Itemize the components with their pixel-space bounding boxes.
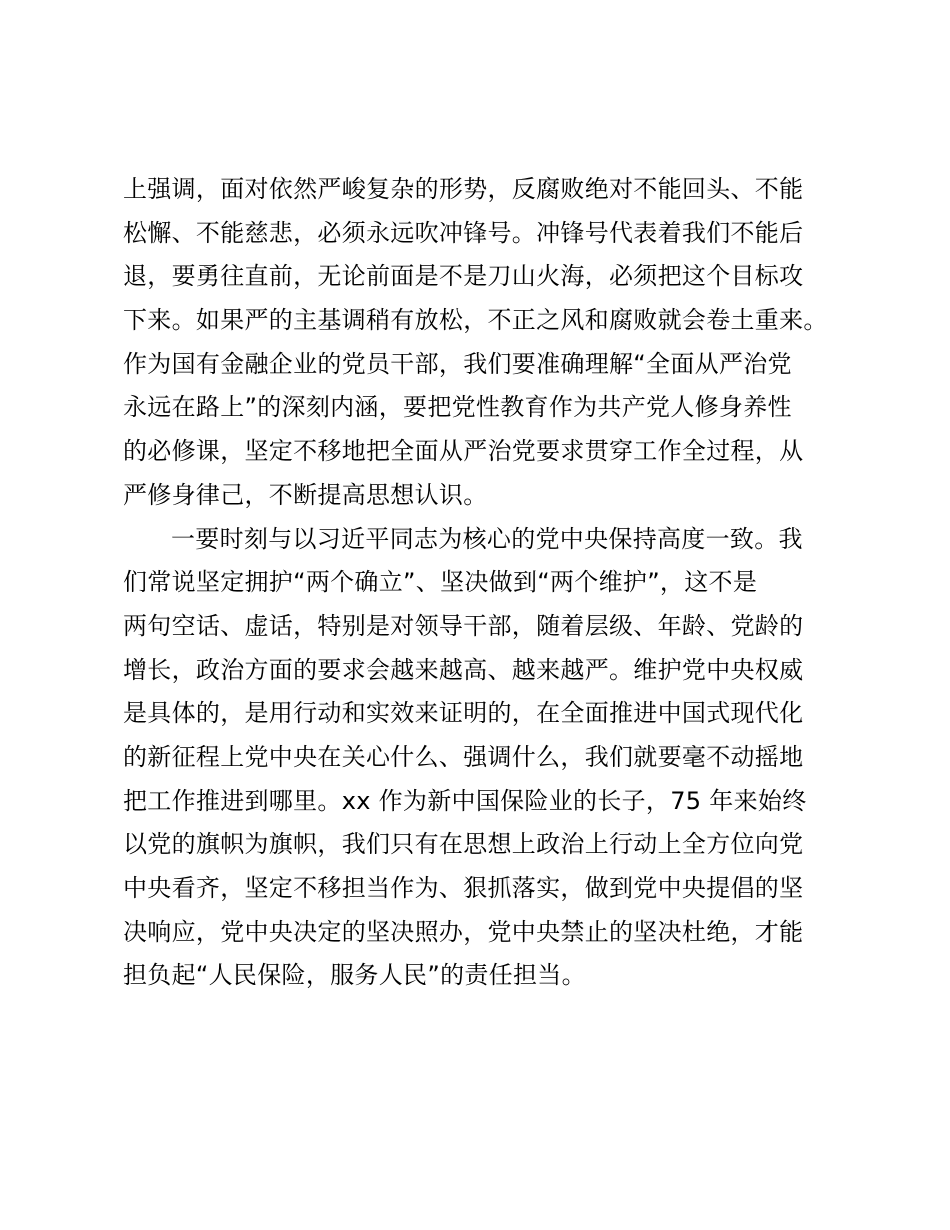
text-line: 下来。如果严的主基调稍有放松，不正之风和腐败就会卷土重来。	[123, 306, 828, 335]
text-line: 一要时刻与以习近平同志为核心的党中央保持高度一致。我	[171, 524, 803, 553]
paragraph-2	[123, 518, 833, 999]
text-line: 把工作推进到哪里。xx 作为新中国保险业的长子，75 年来始终	[123, 786, 807, 815]
text-line: 永远在路上”的深刻内涵，要把党性教育作为共产党人修身养性	[123, 393, 792, 422]
text-line: 中央看齐，坚定不移担当作为、狠抓落实，做到党中央提倡的坚	[123, 874, 804, 902]
text-line: 作为国有金融企业的党员干部，我们要准确理解“全面从严治党	[123, 349, 792, 378]
text-line: 退，要勇往直前，无论前面是不是刀山火海，必须把这个目标攻	[123, 262, 804, 291]
text-line: 松懈、不能慈悲，必须永远吹冲锋号。冲锋号代表着我们不能后	[123, 218, 804, 247]
text-line: 是具体的，是用行动和实效来证明的，在全面推进中国式现代化	[123, 699, 804, 728]
paragraph-1	[123, 168, 833, 518]
document-body	[123, 168, 833, 998]
text-line: 决响应，党中央决定的坚决照办，党中央禁止的坚决杜绝，才能	[123, 917, 804, 946]
text-line: 的新征程上党中央在关心什么、强调什么，我们就要毫不动摇地	[123, 742, 804, 771]
text-line: 担负起“人民保险，服务人民”的责任担当。	[123, 961, 586, 990]
text-line: 以党的旗帜为旗帜，我们只有在思想上政治上行动上全方位向党	[123, 830, 804, 859]
text-line: 严修身律己，不断提高思想认识。	[123, 480, 488, 509]
text-line: 两句空话、虚话，特别是对领导干部，随着层级、年龄、党龄的	[123, 611, 804, 640]
text-line: 们常说坚定拥护“两个确立”、坚决做到“两个维护”，这不是	[123, 568, 758, 597]
text-line: 增长，政治方面的要求会越来越高、越来越严。维护党中央权威	[123, 655, 804, 684]
text-line: 上强调，面对依然严峻复杂的形势，反腐败绝对不能回头、不能	[123, 175, 804, 203]
text-line: 的必修课，坚定不移地把全面从严治党要求贯穿工作全过程，从	[123, 437, 804, 466]
